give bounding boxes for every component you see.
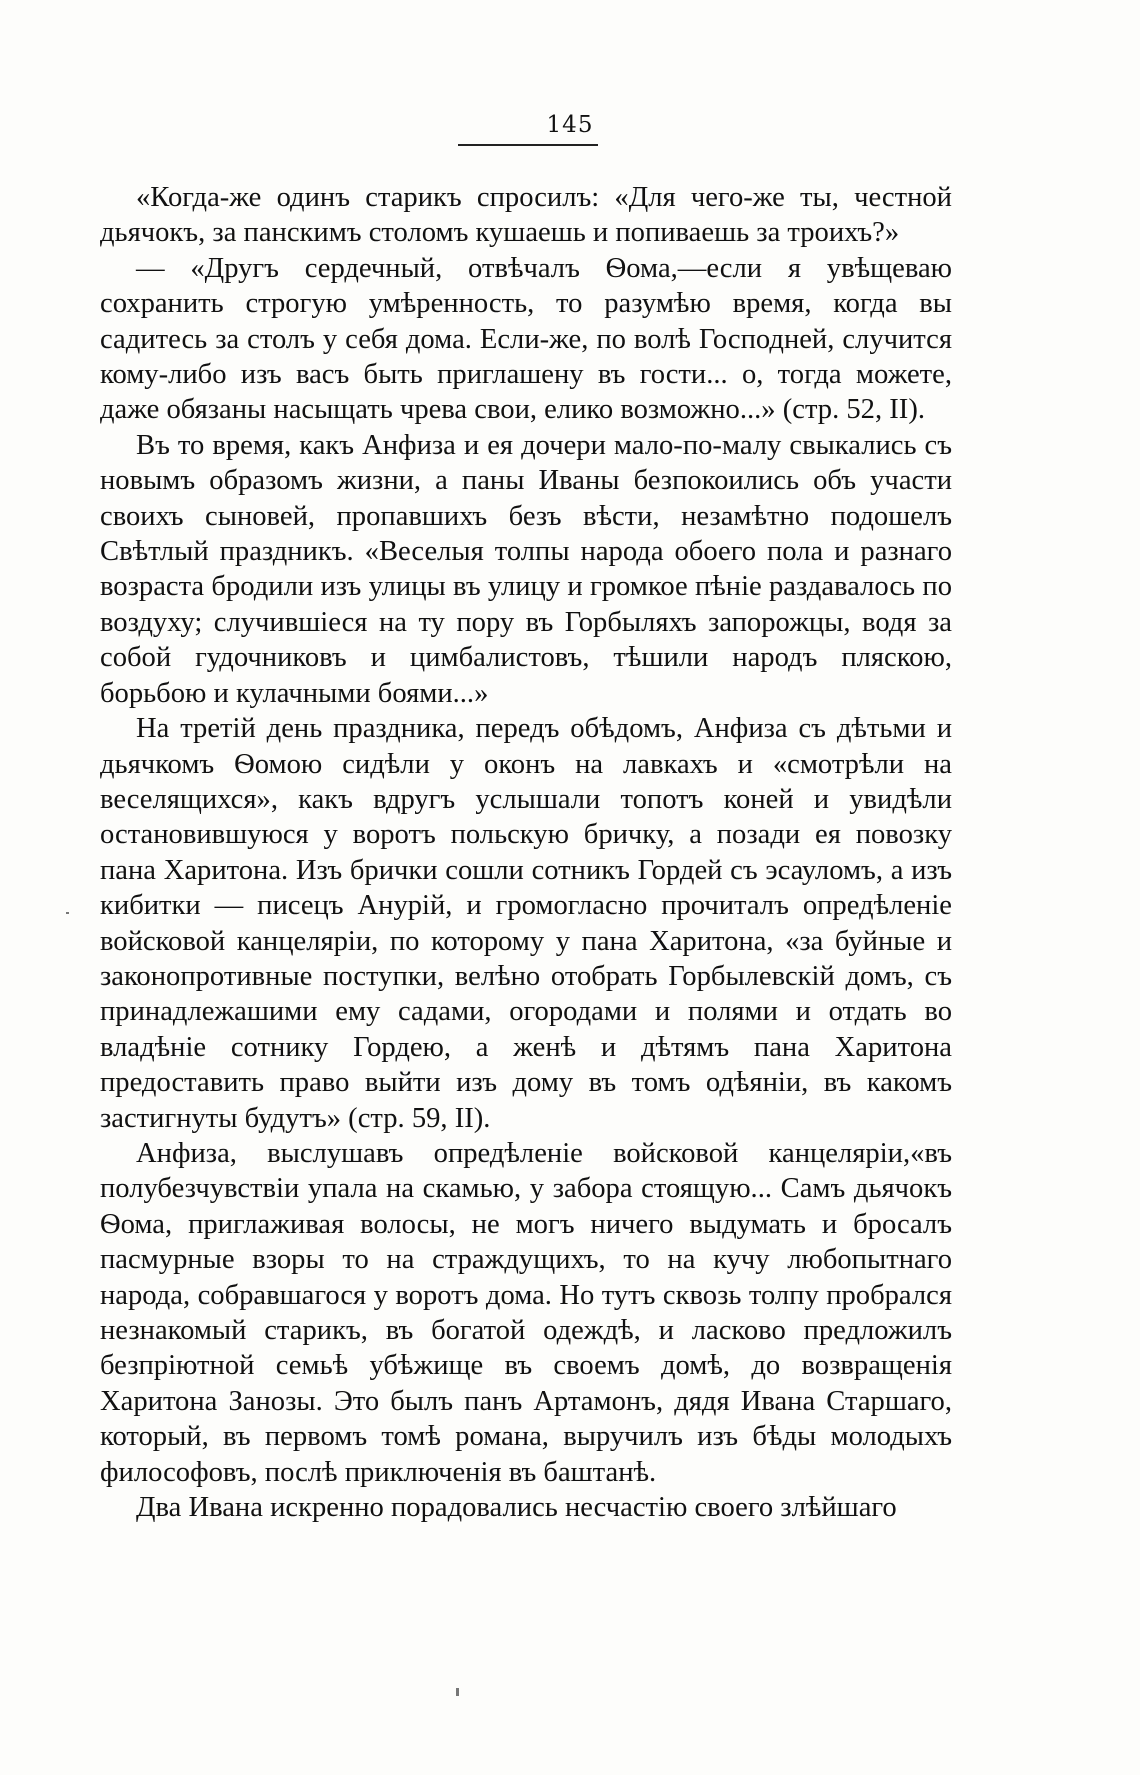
paragraph-6: Два Ивана искренно порадовались несчастію своего злѣйшаго — [136, 1492, 897, 1524]
page-number: 145 — [546, 112, 594, 138]
paragraph-1: «Когда-же одинъ старикъ спросилъ: «Для чего-же ты, честной дьячокъ, за панскимъ столомъ кушаешь и попиваешь за троихъ?» — [100, 182, 952, 249]
paragraph-3: Въ то время, какъ Анфиза и ея дочери мало-по-малу свыкались съ новымъ образомъ жизни, а паны Иваны безпокоились объ участи своихъ сыновей, пропавшихъ безъ вѣсти, незамѣтно подошелъ Свѣтлый праздникъ. «Веселыя толпы народа обоего пола и разнаго возраста бродили изъ улицы въ улицу и громкое пѣніе раздавалось по воздуху; случившіеся на ту пору въ Горбыляхъ запорожцы, водя за собой гудочниковъ и цимбалистовъ, тѣшили народъ пляскою, борьбою и кулачными боями...» — [100, 429, 952, 709]
ink-speck — [456, 1688, 459, 1696]
page-number-rule — [458, 144, 598, 146]
paragraph-2: — «Другъ сердечный, отвѣчалъ Ѳома,—если я увѣщеваю сохранить строгую умѣренность, то разумѣю время, когда вы садитесь за столъ у себя дома. Если-же, по волѣ Господней, случится кому-либо изъ васъ быть приглашену въ гости... о, тогда можете, даже обязаны насыщать чрева свои, елико возможно...» (стр. 52, II). — [100, 252, 952, 426]
paragraph-5: Анфиза, выслушавъ опредѣленіе войсковой канцеляріи,«въ полубезчувствіи упала на скамью, у забора стоящую... Самъ дьячокъ Ѳома, приглаживая волосы, не могъ ничего выдумать и бросалъ пасмурные взоры то на страждущихъ, то на кучу любопытнаго народа, собравшагося у воротъ дома. Но тутъ сквозь толпу пробрался незнакомый старикъ, въ богатой одеждѣ, и ласково предложилъ безпріютной семьѣ убѣжище въ своемъ домѣ, до возвращенія Харитона Занозы. Это былъ панъ Артамонъ, дядя Ивана Старшаго, который, въ первомъ томѣ романа, выручилъ изъ бѣды молодыхъ философовъ, послѣ приключенія въ баштанѣ. — [100, 1137, 952, 1488]
paragraph-4: На третій день праздника, передъ обѣдомъ, Анфиза съ дѣтьми и дьячкомъ Ѳомою сидѣли у оконъ на лавкахъ и «смотрѣли на веселящихся», какъ вдругъ услышали топотъ коней и увидѣли остановившуюся у воротъ польскую бричку, а позади ея повозку пана Харитона. Изъ брички сошли сотникъ Гордей съ эсауломъ, а изъ кибитки — писецъ Анурій, и громогласно прочиталъ опредѣленіе войсковой канцеляріи, по которому у пана Харитона, «за буйные и законопротивные поступки, велѣно отобрать Горбылевскій домъ, съ принадлежашими ему садами, огородами и полями и отдать во владѣніе сотнику Гордею, а женѣ и дѣтямъ пана Харитона предоставить право выйти изъ дому въ томъ одѣяніи, въ какомъ застигнуты будутъ» (стр. 59, II). — [100, 713, 952, 1134]
body-text — [100, 180, 952, 1525]
ink-speck — [66, 912, 69, 914]
